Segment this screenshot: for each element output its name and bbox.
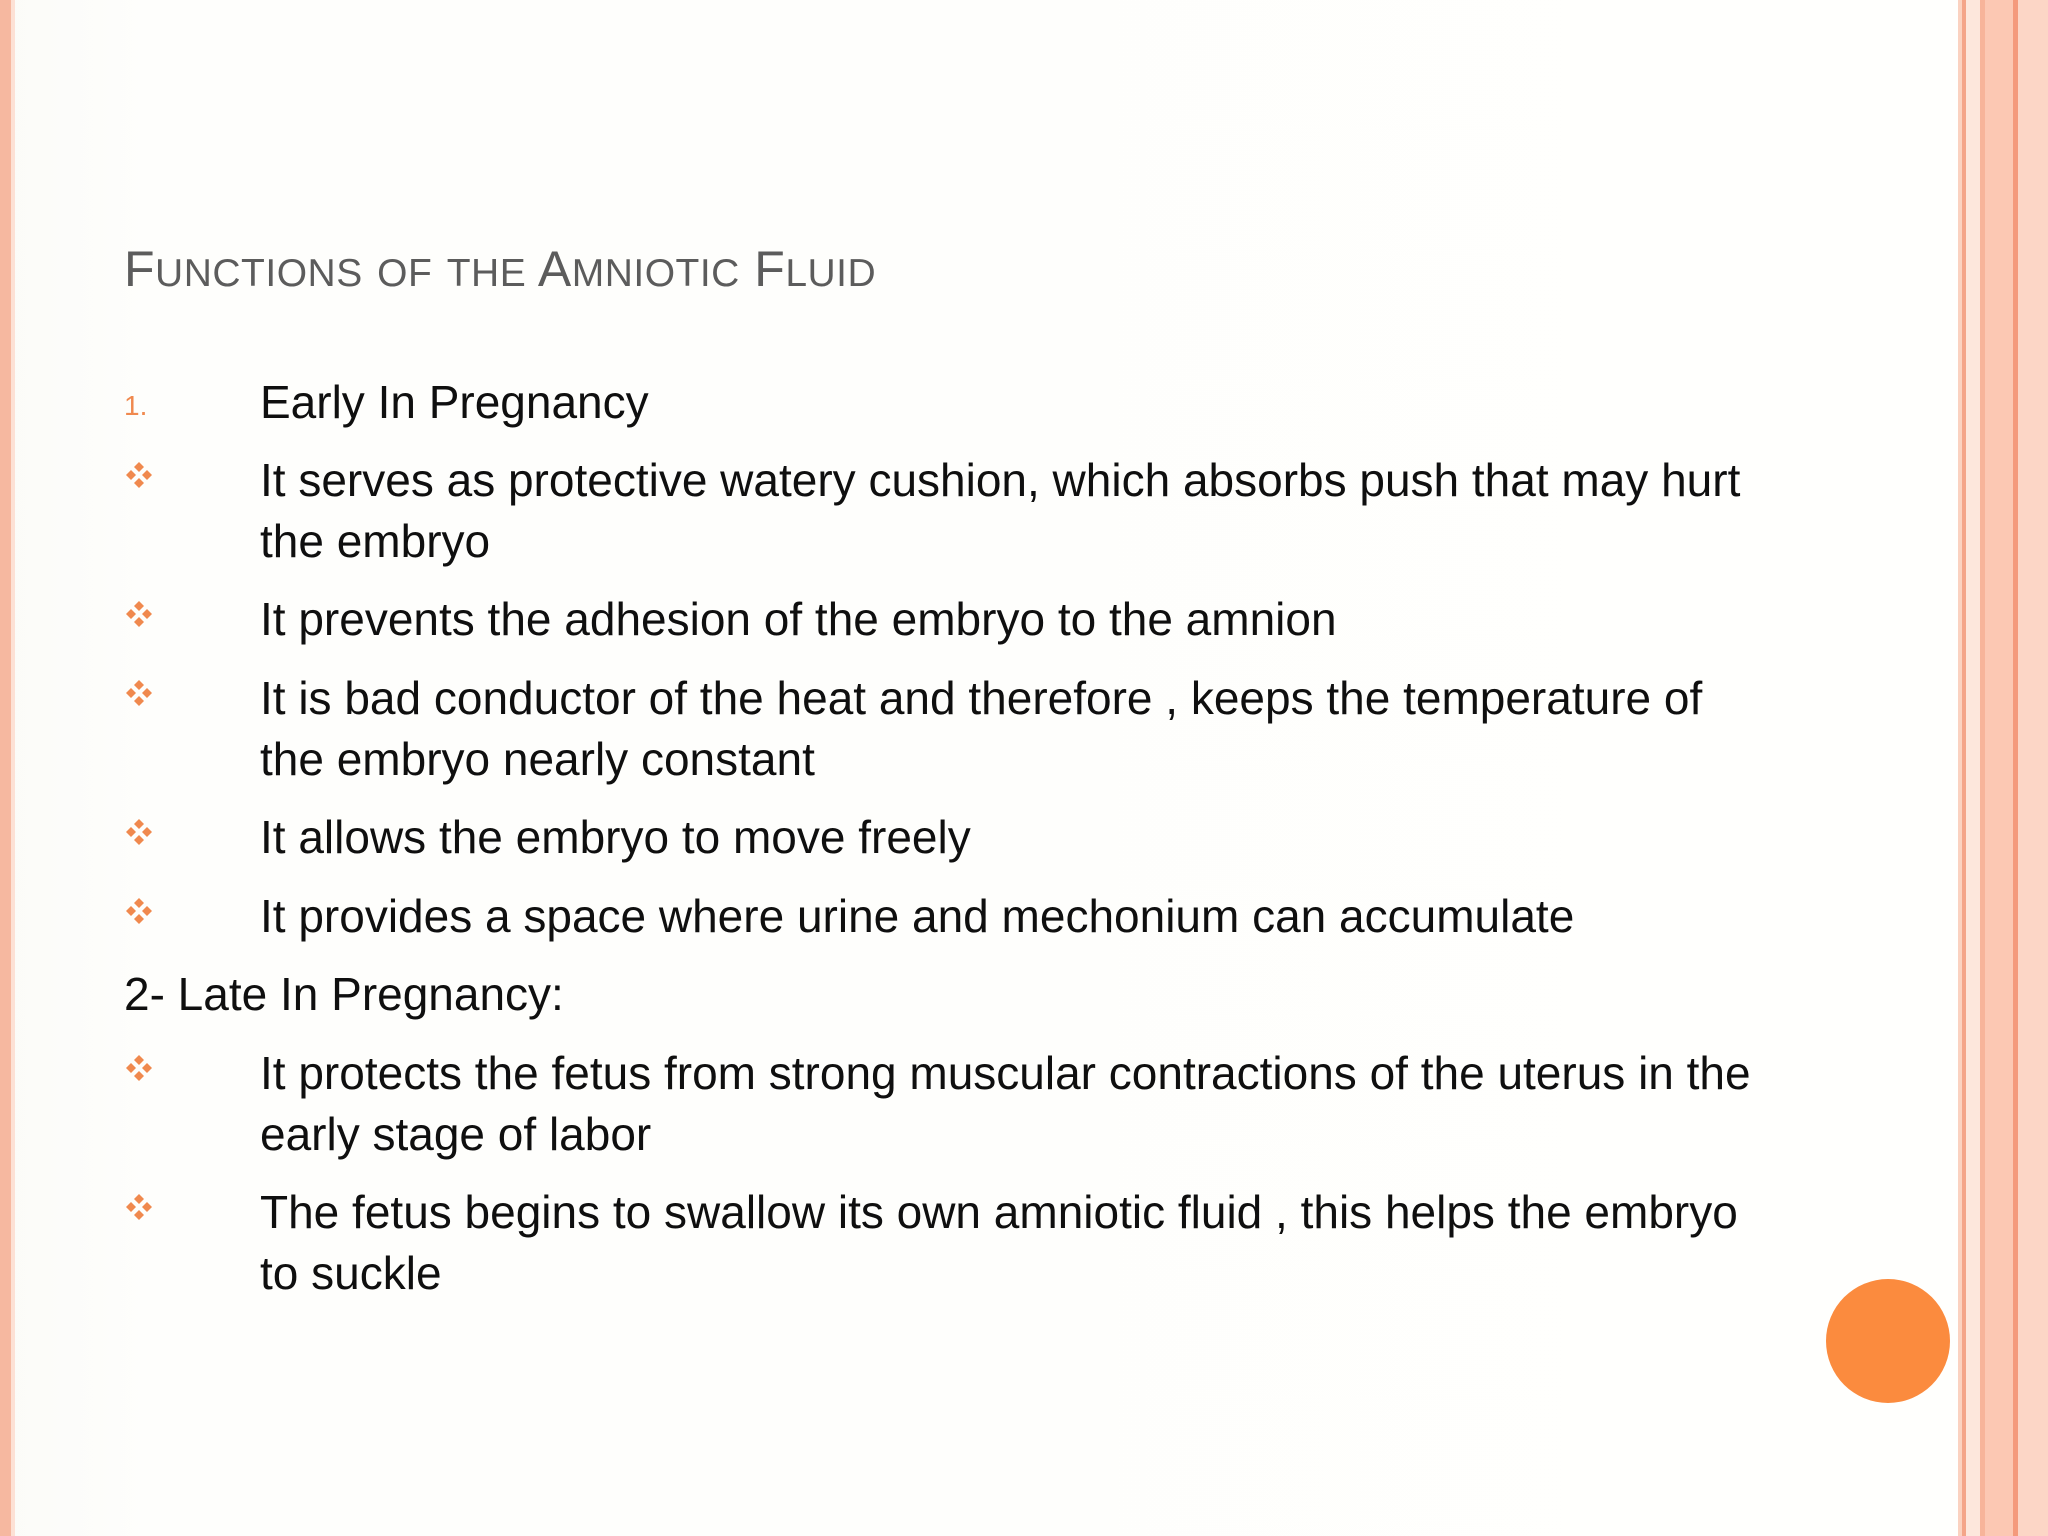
bullet-text: It serves as protective watery cushion, which absorbs push that may hurt the embryo (260, 454, 1741, 567)
bullet-text: It prevents the adhesion of the embryo to the amnion (260, 593, 1337, 645)
bullet-text: It is bad conductor of the heat and therefore , keeps the temperature of the embryo nearly constant (260, 672, 1703, 785)
four-diamond-bullet-icon (124, 1053, 154, 1083)
title-word: LUID (785, 252, 877, 295)
bullet-text: It provides a space where urine and mechonium can accumulate (260, 890, 1575, 942)
four-diamond-bullet-icon (124, 678, 154, 708)
section-heading-2: 2- Late In Pregnancy: (124, 968, 564, 1020)
title-word: UNCTIONS (155, 252, 363, 295)
title-initial: F (124, 241, 156, 297)
title-initial: F (754, 241, 786, 297)
four-diamond-bullet-icon (124, 1192, 154, 1222)
title-word: THE (446, 252, 527, 295)
orange-circle-decoration (1826, 1279, 1950, 1403)
four-diamond-bullet-icon (124, 599, 154, 629)
bullet-text: It allows the embryo to move freely (260, 811, 971, 863)
bullet-text: The fetus begins to swallow its own amniotic fluid , this helps the embryo to suckle (260, 1186, 1738, 1299)
section-heading: Early In Pregnancy (260, 376, 649, 428)
bullet-text: It protects the fetus from strong muscular contractions of the uterus in the early stage of labor (260, 1047, 1751, 1160)
title-word: OF (377, 252, 433, 295)
four-diamond-bullet-icon (124, 817, 154, 847)
four-diamond-bullet-icon (124, 460, 154, 490)
four-diamond-bullet-icon (124, 896, 154, 926)
list-number: 1. (124, 390, 148, 421)
title-word: MNIOTIC (571, 252, 740, 295)
title-initial: A (537, 241, 572, 297)
